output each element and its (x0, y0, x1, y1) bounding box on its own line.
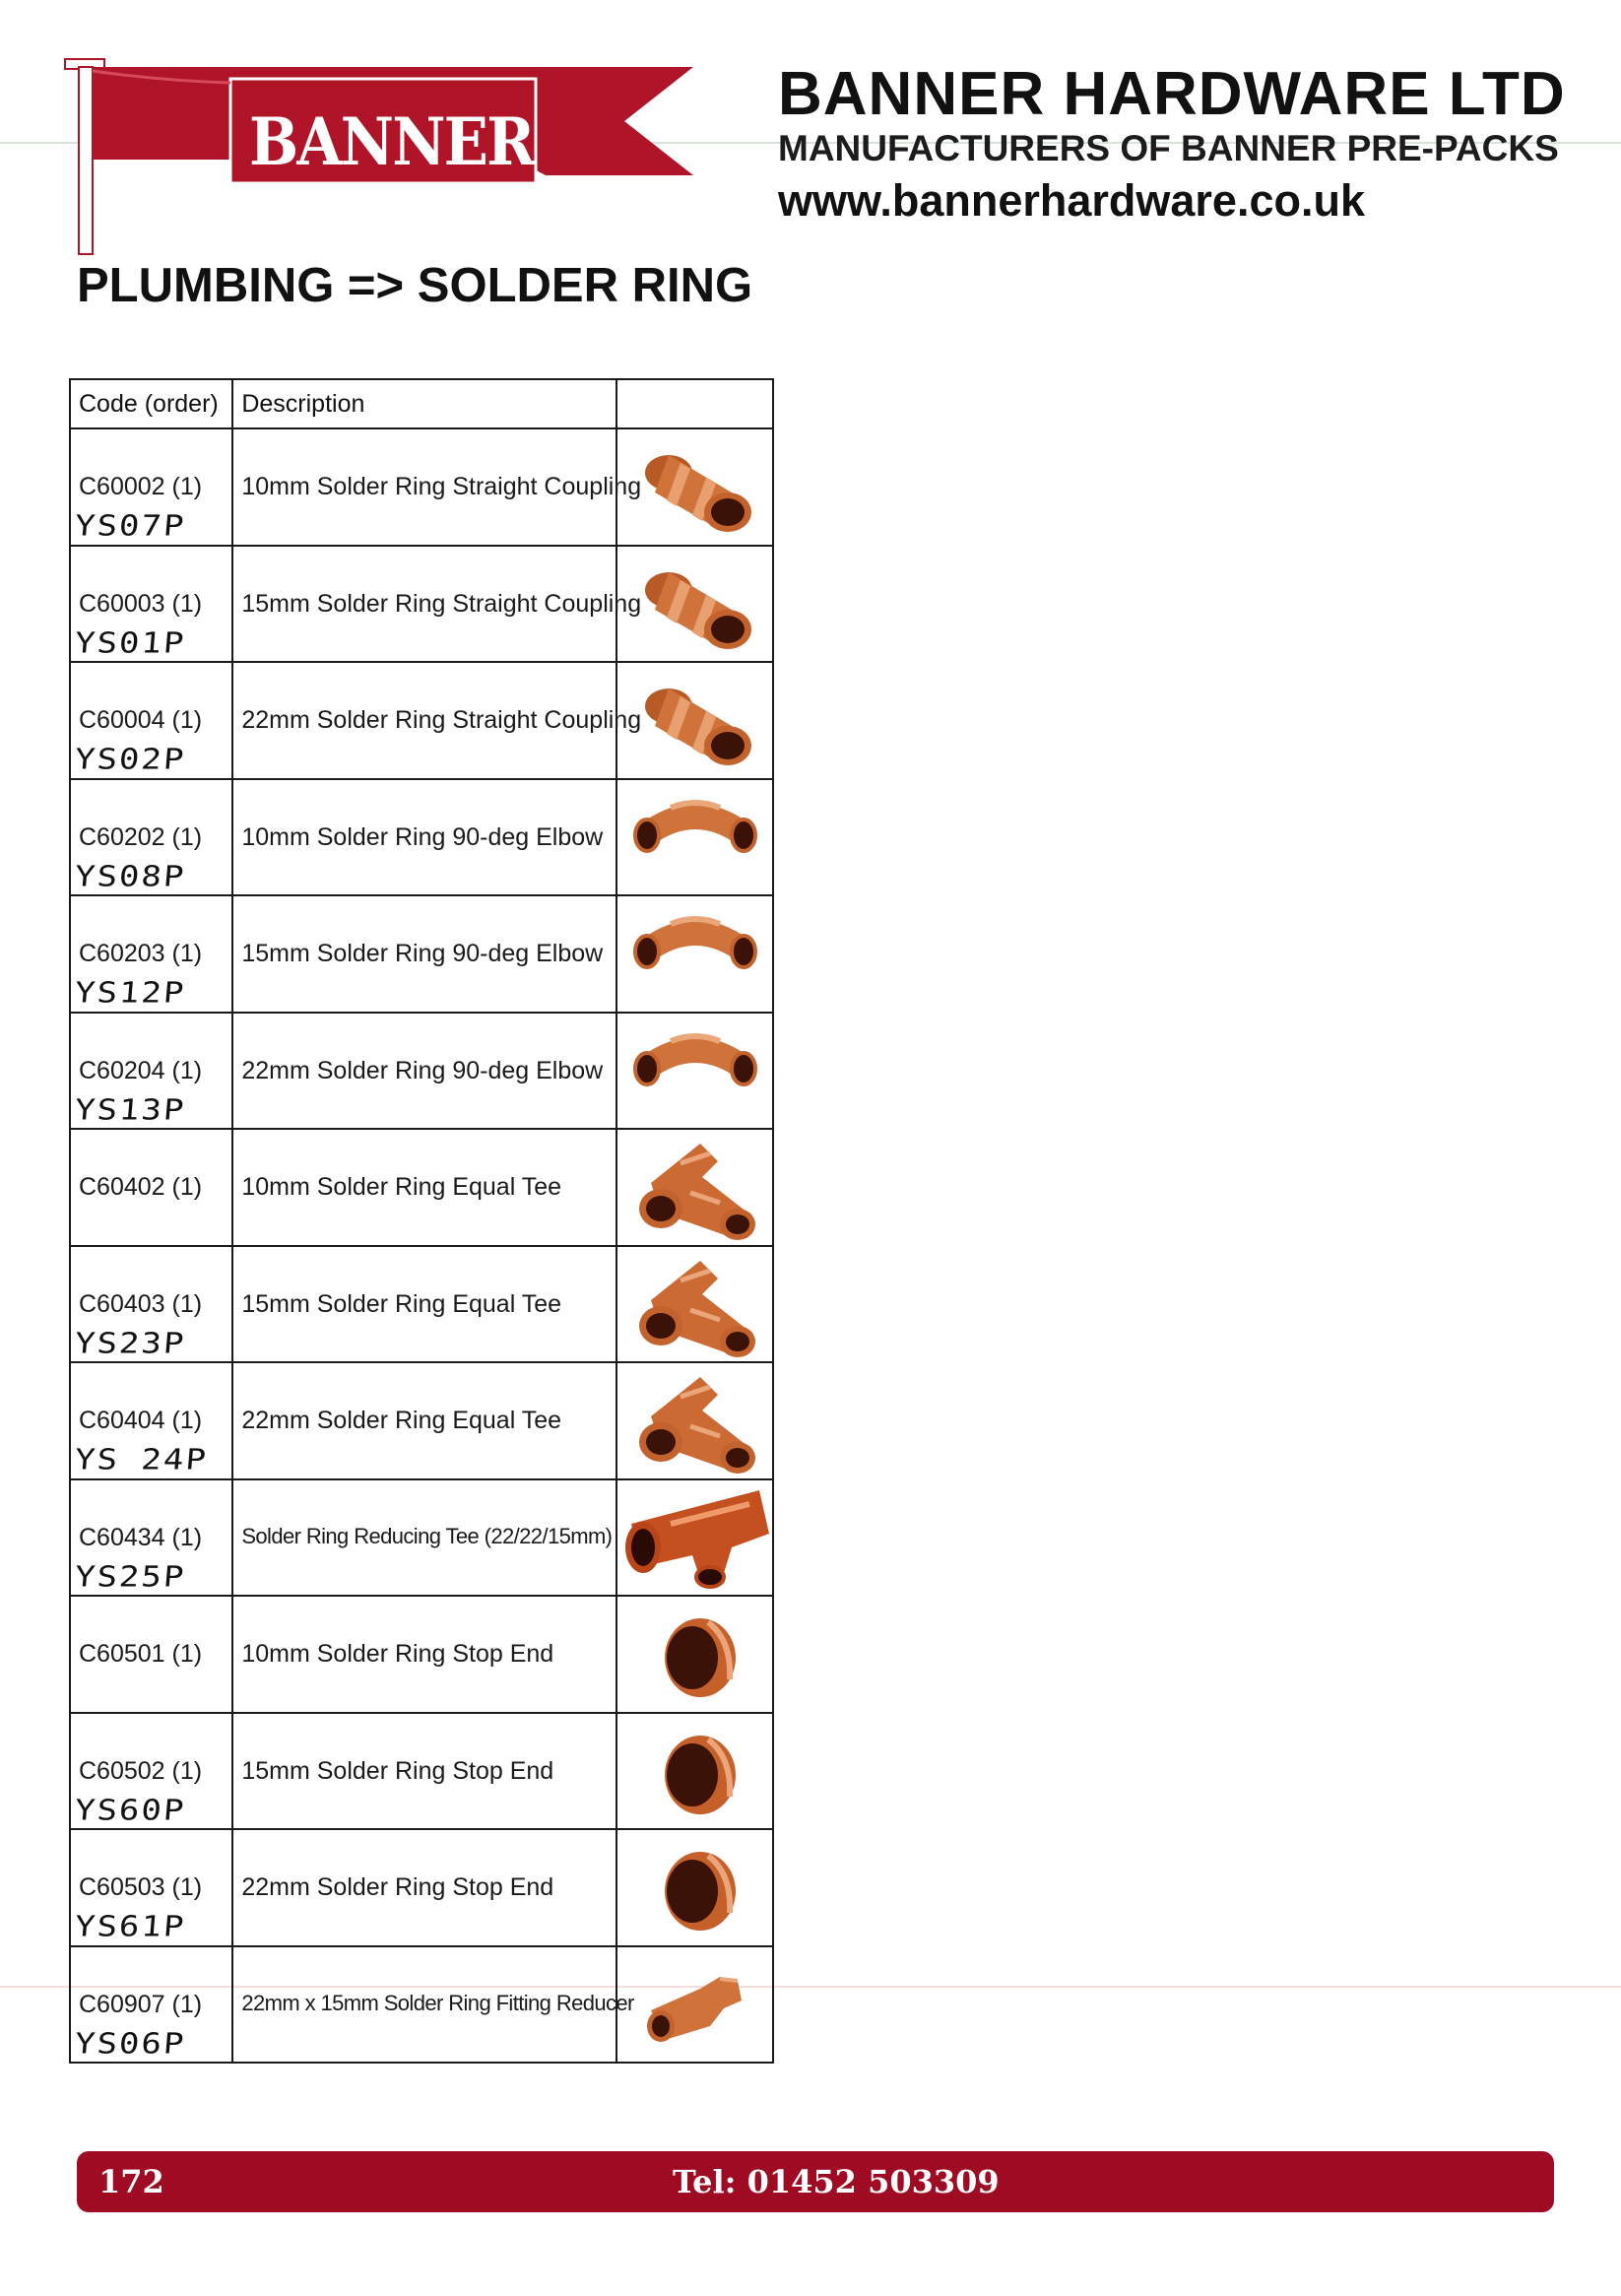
table-row (70, 1246, 773, 1363)
product-description: 22mm Solder Ring 90-deg Elbow (241, 1056, 604, 1084)
elbow-icon (621, 1017, 769, 1126)
header-description: Description (232, 379, 616, 428)
description-cell (232, 1246, 616, 1363)
image-cell (616, 428, 773, 546)
stop-end-icon (621, 1834, 769, 1942)
product-description: 22mm Solder Ring Straight Coupling (241, 706, 642, 734)
header-image (616, 379, 773, 428)
image-cell (616, 1596, 773, 1713)
image-cell (616, 1946, 773, 2064)
product-description: 22mm x 15mm Solder Ring Fitting Reducer (241, 1990, 634, 2015)
product-description: 15mm Solder Ring Equal Tee (241, 1289, 562, 1318)
coupling-icon (621, 433, 769, 542)
product-code: C60203 (1) (79, 940, 203, 967)
handwritten-code: YS60P (73, 1793, 187, 1827)
image-cell (616, 1829, 773, 1946)
code-cell (70, 1362, 232, 1479)
description-cell (232, 546, 642, 663)
description-cell (232, 895, 616, 1013)
product-description: 10mm Solder Ring Equal Tee (241, 1173, 562, 1201)
table-row (70, 662, 773, 779)
product-code: C60503 (1) (79, 1873, 203, 1901)
image-cell (616, 779, 773, 896)
page-number: 172 (98, 2163, 164, 2200)
handwritten-code: YS06P (73, 2026, 187, 2061)
logo-wordmark: BANNER (249, 103, 534, 180)
code-cell (70, 662, 232, 779)
image-cell (616, 1362, 773, 1479)
handwritten-code: YS 24P (73, 1443, 210, 1476)
product-code: C60202 (1) (79, 822, 203, 851)
company-website: www.bannerhardware.co.uk (778, 175, 1365, 226)
handwritten-code: YS23P (73, 1326, 187, 1360)
company-tagline: MANUFACTURERS OF BANNER PRE-PACKS (778, 128, 1559, 168)
header-code: Code (order) (70, 379, 232, 428)
table-row (70, 428, 773, 546)
product-code: C60004 (1) (79, 706, 203, 734)
code-cell (70, 1596, 232, 1713)
product-code: C60501 (1) (79, 1640, 203, 1668)
table-body (70, 428, 773, 2063)
code-cell (70, 1246, 232, 1363)
product-code: C60204 (1) (79, 1056, 203, 1084)
code-cell (70, 895, 232, 1013)
product-description: 10mm Solder Ring Stop End (241, 1640, 554, 1668)
product-description: Solder Ring Reducing Tee (22/22/15mm) (241, 1523, 613, 1548)
handwritten-code: YS02P (73, 743, 187, 776)
description-cell (232, 1713, 616, 1830)
handwritten-code: YS12P (73, 976, 187, 1010)
product-code: C60434 (1) (79, 1523, 203, 1551)
image-cell (616, 1129, 773, 1246)
elbow-icon (621, 784, 769, 892)
stop-end-icon (621, 1718, 769, 1826)
tee-icon (621, 1367, 769, 1476)
description-cell (232, 1596, 616, 1713)
product-description: 10mm Solder Ring 90-deg Elbow (241, 822, 604, 851)
product-table (69, 378, 774, 2064)
table-row (70, 1946, 773, 2064)
product-code: C60502 (1) (79, 1756, 203, 1785)
image-cell (616, 546, 773, 663)
tee-icon (621, 1134, 769, 1242)
handwritten-code: YS61P (73, 1910, 187, 1943)
description-cell (232, 1479, 616, 1597)
code-cell (70, 1713, 232, 1830)
handwritten-code: YS13P (73, 1092, 187, 1127)
description-cell (232, 1362, 616, 1479)
table-row (70, 1479, 773, 1597)
stop-end-icon (621, 1601, 769, 1709)
code-cell (70, 779, 232, 896)
coupling-icon (621, 551, 769, 659)
product-description: 10mm Solder Ring Straight Coupling (241, 473, 642, 500)
reducer-icon (621, 1951, 769, 2060)
description-cell (232, 428, 642, 546)
description-cell (232, 662, 642, 779)
product-description: 15mm Solder Ring Straight Coupling (241, 589, 642, 618)
footer-bar (77, 2151, 1554, 2212)
image-cell (616, 1713, 773, 1830)
product-description: 22mm Solder Ring Stop End (241, 1873, 554, 1901)
handwritten-code: YS01P (73, 625, 187, 660)
code-cell (70, 1013, 232, 1130)
image-cell (616, 662, 773, 779)
product-code: C60907 (1) (79, 1990, 203, 2018)
product-code: C60402 (1) (79, 1173, 203, 1201)
image-cell (616, 895, 773, 1013)
reducing-tee-icon (621, 1484, 769, 1593)
table-row (70, 779, 773, 896)
table-row (70, 546, 773, 663)
handwritten-code: YS08P (73, 859, 187, 893)
code-cell (70, 1829, 232, 1946)
description-cell (232, 1829, 616, 1946)
telephone: Tel: 01452 503309 (673, 2163, 1000, 2200)
table-row (70, 1129, 773, 1246)
table-row (70, 1013, 773, 1130)
image-cell (616, 1479, 773, 1597)
image-cell (616, 1013, 773, 1130)
description-cell (232, 1013, 616, 1130)
table-row (70, 1713, 773, 1830)
coupling-icon (621, 667, 769, 775)
product-code: C60403 (1) (79, 1289, 203, 1318)
image-cell (616, 1246, 773, 1363)
table-row (70, 1596, 773, 1713)
code-cell (70, 428, 232, 546)
product-code: C60003 (1) (79, 589, 203, 618)
product-code: C60404 (1) (79, 1407, 203, 1434)
table-row (70, 895, 773, 1013)
table-row (70, 1362, 773, 1479)
handwritten-code: YS25P (73, 1559, 187, 1594)
product-code: C60002 (1) (79, 473, 203, 500)
table-row (70, 1829, 773, 1946)
code-cell (70, 1479, 232, 1597)
handwritten-code: YS07P (73, 509, 187, 543)
code-cell (70, 1129, 232, 1246)
page-title: PLUMBING => SOLDER RING (77, 259, 753, 312)
elbow-icon (621, 900, 769, 1009)
product-description: 15mm Solder Ring Stop End (241, 1756, 554, 1785)
description-cell (232, 1946, 634, 2064)
description-cell (232, 1129, 616, 1246)
company-name: BANNER HARDWARE LTD (778, 60, 1566, 128)
code-cell (70, 546, 232, 663)
product-description: 15mm Solder Ring 90-deg Elbow (241, 940, 604, 967)
table-header-row (70, 379, 773, 428)
product-description: 22mm Solder Ring Equal Tee (241, 1407, 562, 1434)
tee-icon (621, 1251, 769, 1359)
code-cell (70, 1946, 232, 2064)
description-cell (232, 779, 616, 896)
